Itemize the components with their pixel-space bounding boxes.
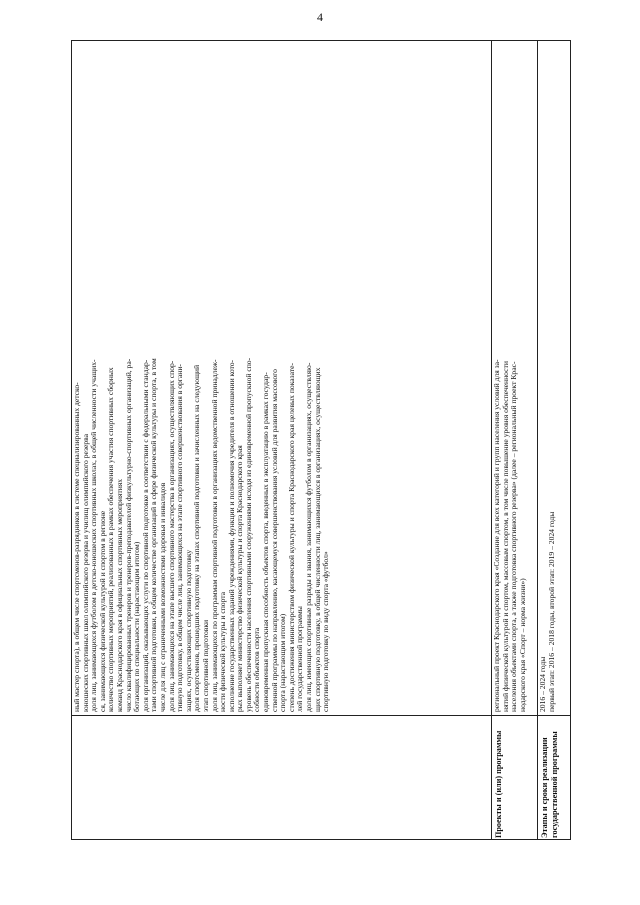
row-value <box>492 41 537 715</box>
text-line: доля спортсменов, прошедших подготовку на этапах спортивной подготовки и зачисленных на следующий <box>192 364 202 712</box>
text-line: команд Краснодарского края в официальных спортивных мероприятиях <box>114 478 124 712</box>
text-line: единовременная пропускная способность объектов спорта, введенных в эксплуатацию в рамках государ- <box>261 372 271 712</box>
text-line: нятий физической культурой и спортом, массовым спортом, в том числе повышение уровня обеспеченности <box>500 361 510 712</box>
text-line: доля лиц, занимающихся по программам спортивной подготовки в организациях ведомственной принадлеж- <box>209 359 219 712</box>
row-label <box>72 715 491 840</box>
text-line: исполнение государственных заданий учреждениями, функции и полномочия учредителя в отношении кото- <box>226 359 236 712</box>
text-line: ботающих по специальности (нарастающим итогом) <box>132 541 142 712</box>
table-row-indicators <box>72 41 492 840</box>
text-line: щих спортивную подготовку, в общей численности лиц, занимающихся в организациях, осуществляющих <box>312 367 322 712</box>
row-value <box>538 41 571 715</box>
table-row-stages <box>538 41 571 840</box>
program-passport-table <box>71 40 571 840</box>
text-line: ся, занимающихся физической культурой и спортом в регионе <box>97 510 107 712</box>
text-line: ности физической культуры и спорта <box>218 591 228 712</box>
text-line: тивную подготовку, в общем числе лиц, занимающихся на этапе спортивного совершенствования в органи- <box>175 364 185 712</box>
text-line: спорта (нарастающим итогом) <box>278 613 288 712</box>
text-line: собности объектов спорта <box>252 627 262 712</box>
text-line: населения объектами спорта, а также подготовка спортивного резерва» (далее – региональный проект Крас- <box>509 361 519 712</box>
text-line: этап спортивной подготовки <box>200 619 210 712</box>
text-line: тами спортивной подготовки, в общем количестве организаций в сфере физической культуры и спорта, в том <box>149 358 159 712</box>
rotated-table-content <box>72 41 571 840</box>
text-line: доля лиц, имеющих спортивные разряды и звания, занимающихся футболом в организациях, осуществляю- <box>304 362 314 712</box>
text-line: ный мастер спорта), в общем числе спортсменов-разрядников в системе специализированных детско- <box>72 382 81 712</box>
text-line: ственной программы по направлению, касающемуся совершенствования условий для развития массового <box>269 369 279 712</box>
text-line: доля организаций, оказывающих услуги по спортивной подготовке в соответствии с федеральными стандар- <box>140 359 150 712</box>
text-line: зациях, осуществляющих спортивную подготовку <box>183 549 193 712</box>
text-line: доля лиц, занимающихся футболом в детско-юношеских спортивных школах, в общей численности учащих- <box>89 359 99 712</box>
row-label: Проекты и (или) программы <box>492 715 537 840</box>
text-line: степень достижения министерством физической культуры и спорта Краснодарского края целевых показате- <box>286 362 296 712</box>
text-line: региональный проект Краснодарского края «Создание для всех категорий и групп населения условий для за- <box>492 359 501 712</box>
page-number: 4 <box>317 10 323 24</box>
text-line: юношеских спортивных школ олимпийского резерва и училищ олимпийского резерва <box>80 433 90 712</box>
text-line: число квалифицированных тренеров и тренеров-преподавателей физкультурно-спортивных организаций, ра- <box>123 358 133 712</box>
text-line: доля лиц, занимающихся на этапе высшего спортивного мастерства в организациях, осуществляющих спор- <box>166 360 176 712</box>
row-value <box>72 41 491 715</box>
table-row-projects <box>492 41 538 840</box>
text-line: числе для лиц с ограниченными возможностями здоровья и инвалидов <box>157 482 167 712</box>
row-label: Этапы и сроки реализации государственной программы <box>538 715 571 840</box>
text-line: лей государственной программы <box>295 606 305 712</box>
text-line: нодарского края «Спорт – норма жизни») <box>517 578 527 712</box>
text-line: количество спортивных мероприятий, реализованных в рамках обеспечения участия спортивных сборных <box>106 367 116 712</box>
text-line: рых выполняет министерство физической культуры и спорта Краснодарского края <box>235 445 245 712</box>
text-line: уровень обеспеченности населения спортивными сооружениями исходя из единовременной пропускной спо- <box>243 357 253 712</box>
text-line: спортивную подготовку по виду спорта «футбол» <box>321 551 331 712</box>
text-line: первый этап: 2016 – 2018 годы, второй этап: 2019 – 2024 годы <box>546 511 556 712</box>
text-line: 2016 – 2024 годы <box>538 656 547 712</box>
